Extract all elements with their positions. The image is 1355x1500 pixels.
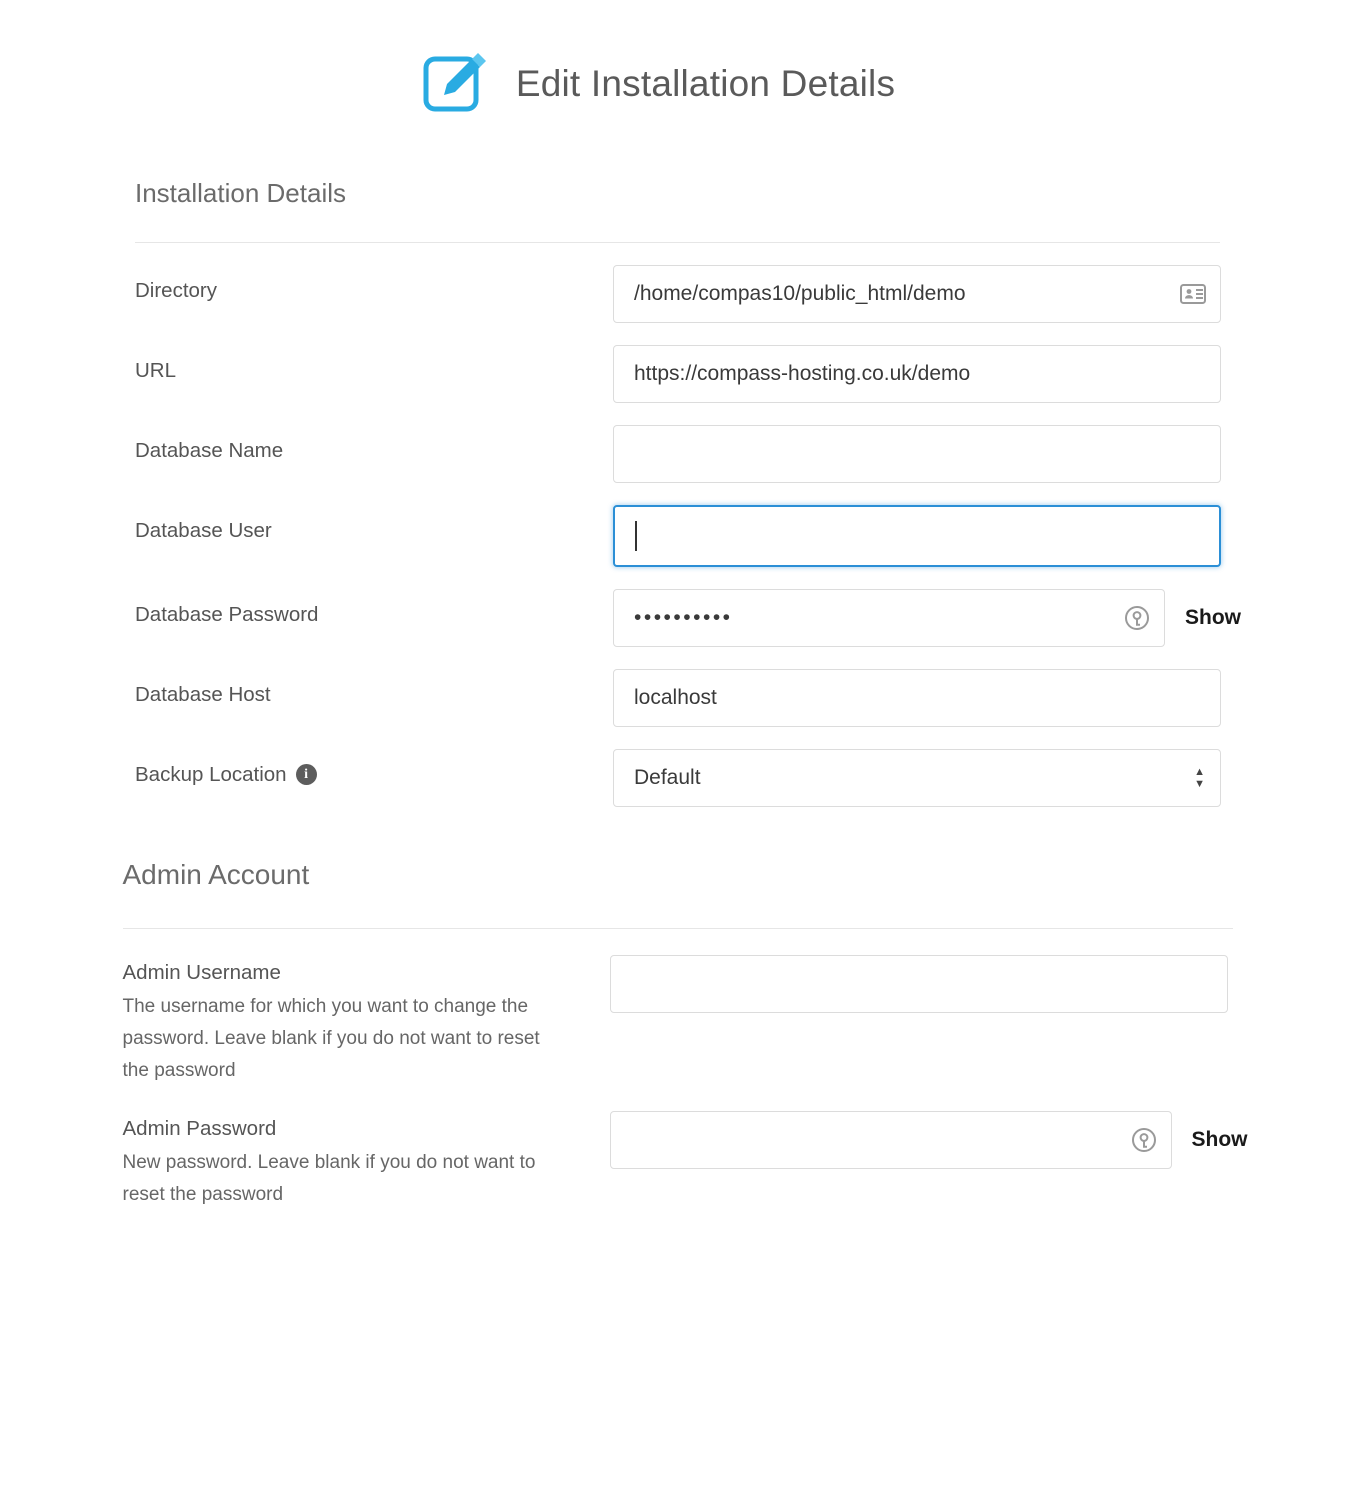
section-title-admin-account: Admin Account xyxy=(122,858,310,890)
label-database-password: Database Password xyxy=(135,602,319,626)
database-password-input-wrap xyxy=(613,589,1165,647)
url-input[interactable] xyxy=(613,345,1221,403)
label-col-database-host xyxy=(135,669,613,708)
database-user-input-wrap xyxy=(613,505,1221,567)
field-col-admin-password xyxy=(610,1111,1248,1169)
label-database-host: Database Host xyxy=(135,682,271,706)
page-title: Edit Installation Details xyxy=(515,62,896,104)
field-col-directory xyxy=(613,265,1221,323)
text-caret xyxy=(635,521,637,551)
database-name-input-wrap xyxy=(613,425,1221,483)
field-col-database-host xyxy=(613,669,1221,727)
form-row-database-user xyxy=(135,483,1220,567)
label-admin-password: Admin Password xyxy=(122,1116,277,1140)
label-col-database-user xyxy=(135,505,613,544)
field-col-admin-username xyxy=(610,955,1233,1013)
field-col-url xyxy=(613,345,1221,403)
edit-square-icon xyxy=(420,47,494,121)
database-host-input[interactable] xyxy=(613,669,1221,727)
label-col-admin-password xyxy=(123,1111,610,1211)
form-row-database-password xyxy=(135,567,1241,647)
label-url: URL xyxy=(135,358,177,382)
form-row-admin-password xyxy=(122,1087,1248,1211)
label-col-backup-location xyxy=(135,749,613,788)
admin-password-input[interactable] xyxy=(610,1111,1172,1169)
field-col-database-password xyxy=(613,589,1241,647)
field-col-database-name xyxy=(613,425,1221,483)
label-col-database-password xyxy=(135,589,613,628)
form-row-database-name xyxy=(135,403,1220,483)
label-col-database-name xyxy=(135,425,613,464)
form-row-url xyxy=(135,323,1220,403)
admin-username-input-wrap xyxy=(610,955,1228,1013)
label-col-admin-username xyxy=(123,955,610,1087)
chevron-updown-icon: ▲ ▼ xyxy=(1194,765,1205,790)
info-icon[interactable]: i xyxy=(296,764,317,785)
backup-location-select[interactable] xyxy=(613,749,1221,807)
database-user-input[interactable] xyxy=(613,505,1221,567)
label-admin-username: Admin Username xyxy=(122,960,281,984)
database-password-show-button[interactable]: Show xyxy=(1185,605,1241,629)
form-row-directory xyxy=(135,243,1220,323)
help-admin-username: The username for which you want to change the password. Leave blank if you do not want to reset the password xyxy=(122,996,540,1081)
form-row-admin-username xyxy=(123,929,1233,1087)
section-title-installation-details: Installation Details xyxy=(135,177,346,208)
field-col-database-user xyxy=(613,505,1221,567)
label-directory: Directory xyxy=(135,278,218,302)
database-name-input[interactable] xyxy=(613,425,1221,483)
label-database-user: Database User xyxy=(135,518,272,542)
form-row-backup-location xyxy=(135,727,1220,807)
database-host-input-wrap xyxy=(613,669,1221,727)
password-generate-icon[interactable] xyxy=(1123,604,1151,632)
admin-account-section xyxy=(122,807,1248,1212)
directory-browse-icon[interactable] xyxy=(1179,280,1207,308)
admin-password-input-wrap xyxy=(610,1111,1172,1169)
admin-password-show-button[interactable]: Show xyxy=(1191,1127,1248,1151)
label-backup-location-text: Backup Location xyxy=(135,762,287,786)
database-password-masked-value: •••••••••• xyxy=(634,605,733,629)
field-col-backup-location xyxy=(613,749,1221,807)
label-database-name: Database Name xyxy=(135,438,284,462)
form-row-database-host xyxy=(135,647,1220,727)
backup-location-selected-value: Default xyxy=(613,749,1221,807)
admin-username-input[interactable] xyxy=(610,955,1228,1013)
installation-details-section xyxy=(135,130,1241,807)
page-header xyxy=(0,0,1355,130)
help-admin-password: New password. Leave blank if you do not want to reset the password xyxy=(122,1152,536,1206)
directory-input[interactable] xyxy=(613,265,1221,323)
label-col-directory xyxy=(135,265,613,304)
directory-input-wrap xyxy=(613,265,1221,323)
password-generate-icon[interactable] xyxy=(1130,1126,1158,1154)
label-col-url xyxy=(135,345,613,384)
url-input-wrap xyxy=(613,345,1221,403)
label-backup-location xyxy=(135,763,613,788)
